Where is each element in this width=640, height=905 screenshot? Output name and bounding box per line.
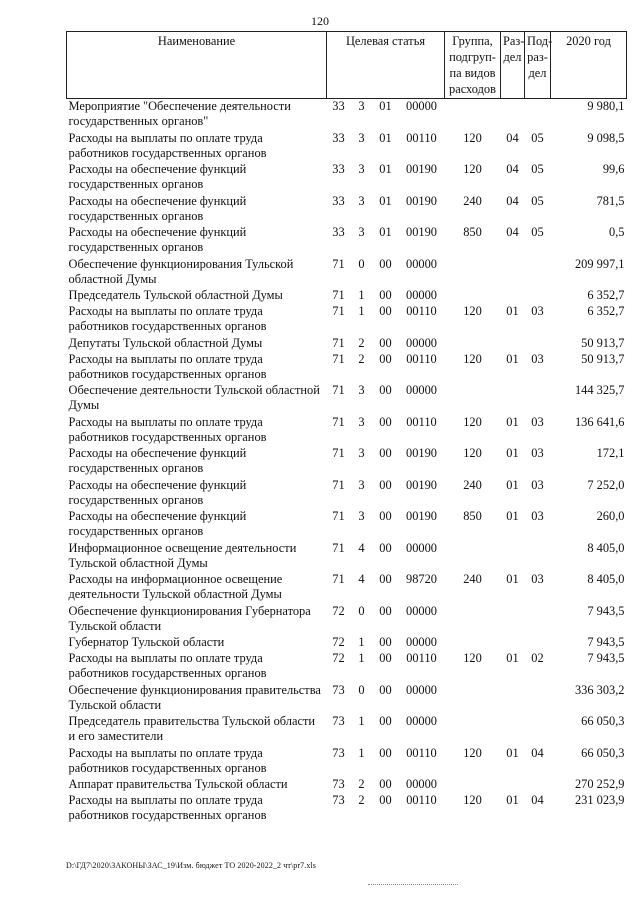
expense-group: 120: [463, 304, 482, 318]
section-code: 01: [506, 651, 519, 665]
subsection-code: 03: [531, 351, 544, 366]
amount-2020: 231 023,9: [574, 793, 625, 807]
target-code-3: 00: [379, 256, 392, 271]
target-code-2: 0: [358, 603, 365, 618]
target-code-3: 00: [379, 383, 392, 397]
table-row: [67, 225, 627, 257]
target-code-4: 00000: [406, 383, 437, 397]
subsection-code: [525, 288, 551, 304]
target-code-3: 00: [379, 682, 392, 697]
target-code-1: 73: [332, 682, 345, 697]
subsection-code: 03: [531, 572, 544, 586]
target-code-1: 71: [332, 509, 345, 523]
subsection-code: 03: [531, 446, 544, 460]
target-code-2: 4: [358, 540, 365, 555]
expense-group: 850: [463, 509, 482, 523]
table-row: [67, 714, 627, 746]
section-code: 01: [506, 351, 519, 366]
table-row: [67, 635, 627, 651]
target-code-4: 00000: [406, 540, 437, 555]
target-code-3: 00: [379, 572, 392, 586]
table-row: [67, 541, 627, 573]
row-name: Расходы на обеспечение функций государственных органов: [68, 193, 247, 223]
section-code: 04: [506, 162, 519, 176]
expense-group: [445, 604, 501, 636]
expense-group: [445, 383, 501, 415]
target-code-1: 72: [332, 651, 345, 665]
row-name: Обеспечение деятельности Тульской областной Думы: [68, 383, 320, 412]
target-code-3: 01: [379, 193, 392, 208]
target-code-3: 00: [379, 335, 392, 350]
amount-2020: 7 943,5: [587, 603, 625, 618]
target-code-3: 01: [379, 162, 392, 176]
expense-group: 120: [463, 414, 482, 429]
subsection-code: 02: [531, 651, 544, 665]
target-code-1: 71: [332, 477, 345, 492]
section-code: 04: [506, 130, 519, 145]
table-row: [67, 304, 627, 336]
row-name: Расходы на обеспечение функций государственных органов: [68, 509, 247, 538]
target-code-1: 71: [332, 304, 345, 318]
target-code-1: 33: [332, 162, 345, 176]
target-code-4: 00110: [406, 651, 437, 665]
subsection-code: [525, 99, 551, 131]
amount-2020: 7 943,5: [587, 635, 625, 649]
amount-2020: 6 352,7: [587, 304, 625, 318]
row-name: Расходы на выплаты по оплате труда работников государственных органов: [68, 793, 267, 822]
target-code-1: 72: [332, 635, 345, 649]
expense-group: 850: [463, 225, 482, 239]
table-row: [67, 793, 627, 825]
section-code: [501, 257, 525, 289]
target-code-2: 3: [358, 383, 365, 397]
target-code-1: 71: [332, 572, 345, 586]
table-row: [67, 446, 627, 478]
target-code-2: 1: [358, 714, 365, 728]
row-name: Обеспечение функционирования Губернатора Тульской области: [68, 603, 311, 633]
amount-2020: 50 913,7: [581, 335, 625, 350]
target-code-1: 71: [332, 383, 345, 397]
subsection-code: [525, 383, 551, 415]
header-subsection: Под-раз-дел: [525, 32, 551, 99]
subsection-code: 03: [531, 477, 544, 492]
section-code: [501, 336, 525, 352]
subsection-code: [525, 777, 551, 793]
target-code-4: 00000: [406, 603, 437, 618]
subsection-code: 03: [531, 304, 544, 318]
row-name: Аппарат правительства Тульской области: [68, 777, 288, 791]
target-code-2: 4: [358, 572, 365, 586]
section-code: 01: [506, 414, 519, 429]
target-code-2: 3: [358, 414, 365, 429]
target-code-4: 00190: [406, 225, 437, 239]
amount-2020: 50 913,7: [581, 351, 625, 366]
target-code-1: 71: [332, 351, 345, 366]
table-header-row: [67, 32, 627, 99]
target-code-1: 71: [332, 414, 345, 429]
target-code-2: 3: [358, 225, 365, 239]
target-code-2: 3: [358, 446, 365, 460]
target-code-4: 00190: [406, 477, 437, 492]
expense-group: [445, 288, 501, 304]
target-code-3: 00: [379, 777, 392, 791]
row-name: Расходы на выплаты по оплате труда работников государственных органов: [68, 414, 267, 444]
target-code-3: 01: [379, 99, 392, 113]
target-code-2: 2: [358, 777, 365, 791]
amount-2020: 7 943,5: [587, 651, 625, 665]
target-code-2: 3: [358, 477, 365, 492]
target-code-4: 00000: [406, 777, 437, 791]
subsection-code: 04: [531, 745, 544, 760]
expense-group: [445, 635, 501, 651]
target-code-4: 00000: [406, 99, 437, 113]
target-code-3: 00: [379, 635, 392, 649]
amount-2020: 136 641,6: [574, 414, 625, 429]
row-name: Расходы на обеспечение функций государственных органов: [68, 446, 247, 475]
budget-table: [66, 31, 627, 825]
target-code-4: 00190: [406, 509, 437, 523]
target-code-2: 3: [358, 193, 365, 208]
subsection-code: 05: [531, 130, 544, 145]
amount-2020: 781,5: [596, 193, 625, 208]
table-row: [67, 383, 627, 415]
row-name: Расходы на выплаты по оплате труда работников государственных органов: [68, 651, 267, 680]
subsection-code: 05: [531, 162, 544, 176]
expense-group: 120: [463, 651, 482, 665]
target-code-4: 00190: [406, 193, 437, 208]
target-code-3: 00: [379, 603, 392, 618]
subsection-code: 05: [531, 193, 544, 208]
amount-2020: 9 098,5: [587, 130, 625, 145]
subsection-code: [525, 635, 551, 651]
expense-group: [445, 541, 501, 573]
target-code-4: 00110: [406, 130, 437, 145]
section-code: 04: [506, 225, 519, 239]
table-row: [67, 509, 627, 541]
target-code-2: 1: [358, 288, 365, 302]
amount-2020: 6 352,7: [587, 288, 625, 302]
row-name: Председатель Тульской областной Думы: [68, 288, 283, 302]
section-code: [501, 714, 525, 746]
expense-group: 120: [463, 162, 482, 176]
target-code-1: 33: [332, 193, 345, 208]
header-group: Группа, подгруп-па видов расходов: [445, 32, 501, 99]
table-row: [67, 352, 627, 384]
expense-group: [445, 683, 501, 715]
target-code-2: 1: [358, 745, 365, 760]
table-row: [67, 478, 627, 510]
target-code-4: 98720: [406, 572, 437, 586]
section-code: 04: [506, 193, 519, 208]
section-code: [501, 777, 525, 793]
section-code: [501, 99, 525, 131]
row-name: Расходы на выплаты по оплате труда работников государственных органов: [68, 130, 267, 160]
target-code-2: 3: [358, 509, 365, 523]
amount-2020: 0,5: [609, 225, 625, 239]
row-name: Расходы на выплаты по оплате труда работников государственных органов: [68, 351, 267, 381]
target-code-4: 00000: [406, 335, 437, 350]
expense-group: 120: [463, 793, 482, 807]
table-row: [67, 257, 627, 289]
amount-2020: 7 252,0: [587, 477, 625, 492]
amount-2020: 8 405,0: [587, 572, 625, 586]
file-path-footer: D:\ГД7\2020\ЗАКОНЫ\ЗАС_19\Изм. бюджет ТО 2020-2022_2 чт\pr7.xls: [66, 861, 316, 870]
table-row: [67, 651, 627, 683]
target-code-3: 00: [379, 745, 392, 760]
expense-group: [445, 99, 501, 131]
target-code-4: 00190: [406, 162, 437, 176]
target-code-3: 01: [379, 130, 392, 145]
row-name: Расходы на обеспечение функций государственных органов: [68, 162, 247, 191]
target-code-3: 00: [379, 540, 392, 555]
table-row: [67, 194, 627, 226]
subsection-code: 04: [531, 793, 544, 807]
subsection-code: [525, 541, 551, 573]
target-code-1: 73: [332, 793, 345, 807]
row-name: Расходы на выплаты по оплате труда работников государственных органов: [68, 304, 267, 333]
target-code-3: 00: [379, 651, 392, 665]
subsection-code: 03: [531, 509, 544, 523]
table-row: [67, 572, 627, 604]
target-code-2: 2: [358, 335, 365, 350]
amount-2020: 99,6: [602, 162, 625, 176]
subsection-code: [525, 604, 551, 636]
header-section: Раз-дел: [501, 32, 525, 99]
target-code-4: 00190: [406, 446, 437, 460]
target-code-3: 00: [379, 446, 392, 460]
row-name: Расходы на обеспечение функций государственных органов: [68, 225, 247, 254]
amount-2020: 209 997,1: [574, 256, 625, 271]
section-code: 01: [506, 509, 519, 523]
table-row: [67, 288, 627, 304]
target-code-3: 00: [379, 509, 392, 523]
amount-2020: 172,1: [596, 446, 625, 460]
target-code-3: 00: [379, 714, 392, 728]
page-number: 120: [311, 14, 329, 28]
expense-group: 120: [463, 351, 482, 366]
section-code: 01: [506, 793, 519, 807]
target-code-2: 1: [358, 304, 365, 318]
target-code-1: 73: [332, 745, 345, 760]
expense-group: [445, 777, 501, 793]
target-code-3: 00: [379, 793, 392, 807]
expense-group: 120: [463, 745, 482, 760]
row-name: Губернатор Тульской области: [68, 635, 225, 649]
expense-group: [445, 714, 501, 746]
target-code-4: 00110: [406, 793, 437, 807]
amount-2020: 66 050,3: [581, 714, 625, 728]
table-row: [67, 746, 627, 778]
subsection-code: 05: [531, 225, 544, 239]
table-row: [67, 415, 627, 447]
target-code-1: 71: [332, 446, 345, 460]
target-code-1: 33: [332, 225, 345, 239]
target-code-4: 00000: [406, 682, 437, 697]
row-name: Обеспечение функционирования правительства Тульской области: [68, 682, 321, 712]
table-row: [67, 336, 627, 352]
target-code-4: 00110: [406, 304, 437, 318]
section-code: 01: [506, 304, 519, 318]
target-code-4: 00110: [406, 414, 437, 429]
table-row: [67, 131, 627, 163]
row-name: Мероприятие "Обеспечение деятельности государственных органов": [68, 99, 291, 128]
target-code-2: 3: [358, 162, 365, 176]
header-name: Наименование: [67, 32, 327, 99]
target-code-1: 71: [332, 540, 345, 555]
subsection-code: [525, 683, 551, 715]
section-code: 01: [506, 446, 519, 460]
amount-2020: 66 050,3: [581, 745, 625, 760]
table-row: [67, 162, 627, 194]
expense-group: [445, 257, 501, 289]
amount-2020: 9 980,1: [587, 99, 625, 113]
subsection-code: [525, 257, 551, 289]
target-code-4: 00000: [406, 635, 437, 649]
row-name: Информационное освещение деятельности Тульской областной Думы: [68, 540, 297, 570]
amount-2020: 8 405,0: [587, 540, 625, 555]
target-code-3: 01: [379, 225, 392, 239]
expense-group: 240: [463, 572, 482, 586]
section-code: [501, 683, 525, 715]
amount-2020: 336 303,2: [574, 682, 625, 697]
amount-2020: 270 252,9: [574, 777, 625, 791]
target-code-3: 00: [379, 477, 392, 492]
target-code-2: 2: [358, 351, 365, 366]
table-row: [67, 99, 627, 131]
row-name: Председатель правительства Тульской области и его заместители: [68, 714, 316, 743]
row-name: Обеспечение функционирования Тульской областной Думы: [68, 256, 294, 286]
section-code: [501, 604, 525, 636]
target-code-1: 71: [332, 335, 345, 350]
section-code: 01: [506, 572, 519, 586]
subsection-code: [525, 714, 551, 746]
target-code-2: 3: [358, 99, 365, 113]
table-row: [67, 683, 627, 715]
expense-group: 240: [463, 193, 482, 208]
section-code: [501, 383, 525, 415]
subsection-code: 03: [531, 414, 544, 429]
footer-mark-line: [368, 884, 458, 885]
expense-group: 120: [463, 130, 482, 145]
amount-2020: 144 325,7: [574, 383, 625, 397]
target-code-4: 00110: [406, 351, 437, 366]
target-code-4: 00000: [406, 288, 437, 302]
expense-group: 240: [463, 477, 482, 492]
table-row: [67, 604, 627, 636]
subsection-code: [525, 336, 551, 352]
header-year: 2020 год: [551, 32, 627, 99]
target-code-4: 00110: [406, 745, 437, 760]
expense-group: 120: [463, 446, 482, 460]
section-code: [501, 288, 525, 304]
target-code-1: 73: [332, 777, 345, 791]
section-code: 01: [506, 477, 519, 492]
row-name: Расходы на информационное освещение деятельности Тульской областной Думы: [68, 572, 283, 601]
target-code-3: 00: [379, 288, 392, 302]
target-code-2: 2: [358, 793, 365, 807]
row-name: Расходы на обеспечение функций государственных органов: [68, 477, 247, 507]
target-code-1: 71: [332, 256, 345, 271]
section-code: [501, 635, 525, 651]
target-code-2: 1: [358, 635, 365, 649]
expense-group: [445, 336, 501, 352]
target-code-1: 71: [332, 288, 345, 302]
target-code-1: 73: [332, 714, 345, 728]
target-code-3: 00: [379, 351, 392, 366]
target-code-2: 3: [358, 130, 365, 145]
target-code-3: 00: [379, 304, 392, 318]
target-code-2: 1: [358, 651, 365, 665]
target-code-2: 0: [358, 682, 365, 697]
target-code-3: 00: [379, 414, 392, 429]
header-target: Целевая статья: [327, 32, 445, 99]
target-code-2: 0: [358, 256, 365, 271]
target-code-4: 00000: [406, 256, 437, 271]
table-row: [67, 777, 627, 793]
target-code-1: 33: [332, 130, 345, 145]
row-name: Депутаты Тульской областной Думы: [68, 335, 263, 350]
row-name: Расходы на выплаты по оплате труда работников государственных органов: [68, 745, 267, 775]
section-code: 01: [506, 745, 519, 760]
target-code-1: 72: [332, 603, 345, 618]
amount-2020: 260,0: [596, 509, 625, 523]
section-code: [501, 541, 525, 573]
target-code-1: 33: [332, 99, 345, 113]
target-code-4: 00000: [406, 714, 437, 728]
